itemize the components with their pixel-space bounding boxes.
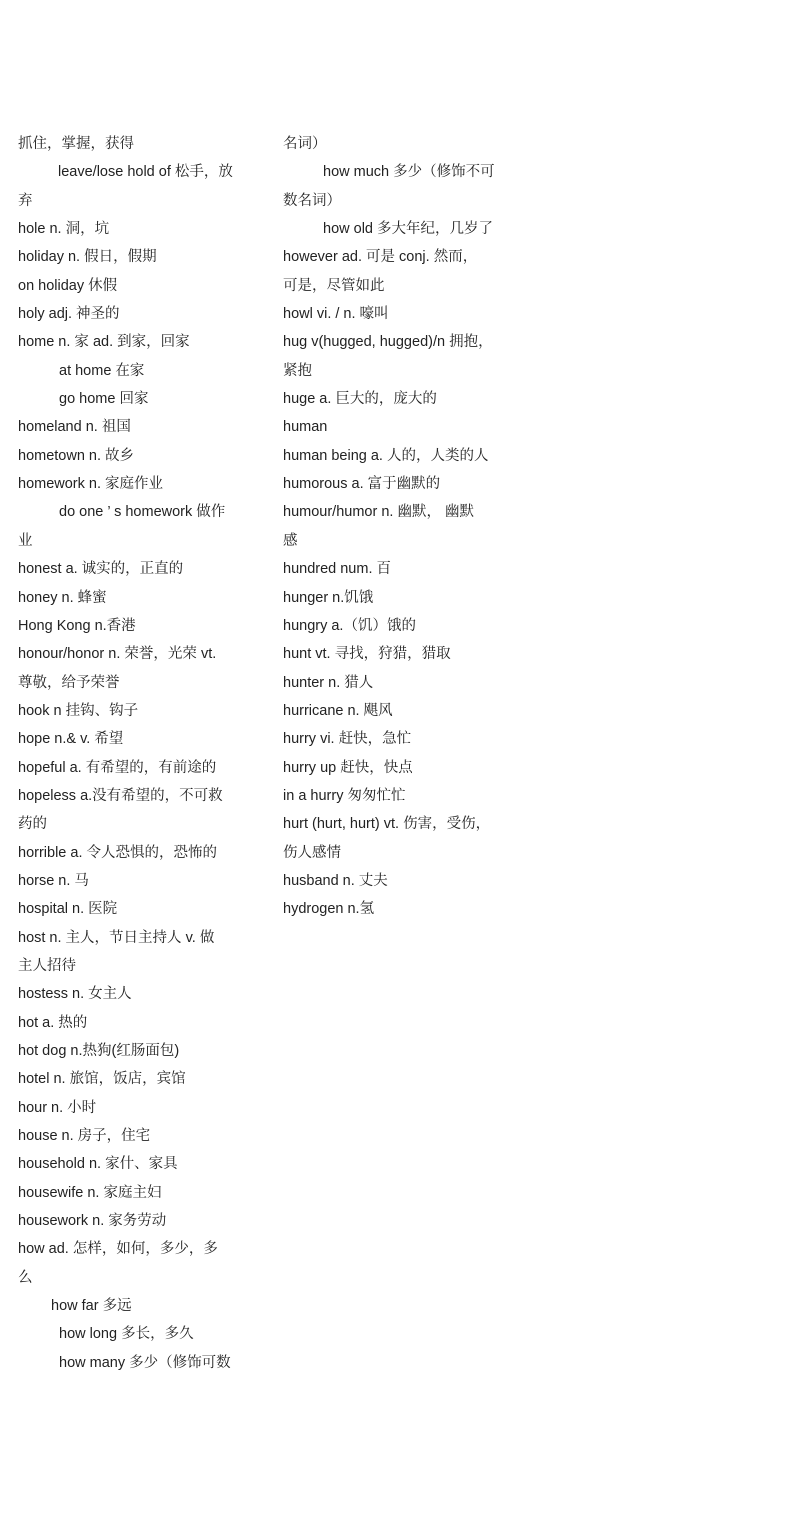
vocab-line: hundred num. 百 bbox=[283, 561, 392, 578]
vocab-line: humorous a. 富于幽默的 bbox=[283, 476, 441, 493]
vocab-line: how ad. 怎样，如何，多少，多 bbox=[18, 1241, 218, 1258]
vocab-line: hot a. 热的 bbox=[18, 1014, 88, 1031]
vocab-line: 可是，尽管如此 bbox=[283, 277, 385, 294]
vocab-line: hurricane n. 飓风 bbox=[283, 702, 393, 719]
vocab-line: how old 多大年纪，几岁了 bbox=[323, 221, 494, 238]
vocab-line: homeland n. 祖国 bbox=[18, 419, 131, 436]
vocab-line: 药的 bbox=[18, 816, 47, 833]
vocab-line: housewife n. 家庭主妇 bbox=[18, 1184, 162, 1201]
vocab-line: hurt (hurt, hurt) vt. 伤害，受伤， bbox=[283, 816, 491, 833]
vocab-line: 么 bbox=[18, 1269, 33, 1286]
vocab-line: hopeless a.没有希望的，不可救 bbox=[18, 787, 223, 804]
vocab-line: Hong Kong n.香港 bbox=[18, 617, 136, 634]
vocab-line: 紧抱 bbox=[283, 362, 312, 379]
vocab-line: 伤人感情 bbox=[283, 844, 341, 861]
vocab-line: howl vi. / n. 嚎叫 bbox=[283, 306, 389, 323]
vocab-line: 尊敬，给予荣誉 bbox=[18, 674, 120, 691]
vocab-line: hopeful a. 有希望的，有前途的 bbox=[18, 759, 217, 776]
vocab-line: honest a. 诚实的，正直的 bbox=[18, 561, 184, 578]
left-column bbox=[18, 130, 253, 1377]
vocab-line: how many 多少（修饰可数 bbox=[59, 1354, 231, 1371]
vocab-line: hook n 挂钩、钩子 bbox=[18, 702, 139, 719]
vocab-line: hope n.& v. 希望 bbox=[18, 731, 124, 748]
vocab-line: 数名词） bbox=[283, 192, 341, 209]
vocab-line: honey n. 蜂蜜 bbox=[18, 589, 107, 606]
vocab-line: hydrogen n.氢 bbox=[283, 901, 375, 918]
vocab-line: household n. 家什、家具 bbox=[18, 1156, 178, 1173]
vocab-line: 业 bbox=[18, 532, 33, 549]
vocab-line: hungry a.（饥）饿的 bbox=[283, 617, 416, 634]
vocab-line: hour n. 小时 bbox=[18, 1099, 97, 1116]
vocab-line: holiday n. 假日，假期 bbox=[18, 249, 157, 266]
vocab-line: husband n. 丈夫 bbox=[283, 872, 388, 889]
vocab-line: leave/lose hold of 松手，放 bbox=[58, 164, 233, 181]
vocab-line: how much 多少（修饰不可 bbox=[323, 164, 495, 181]
vocab-line: human being a. 人的，人类的人 bbox=[283, 447, 489, 464]
vocab-line: hotel n. 旅馆，饭店，宾馆 bbox=[18, 1071, 186, 1088]
vocab-line: hot dog n.热狗(红肠面包) bbox=[18, 1043, 180, 1059]
vocab-line: hunger n.饥饿 bbox=[283, 589, 374, 606]
vocab-line: host n. 主人，节日主持人 v. 做 bbox=[18, 929, 215, 946]
vocab-line: go home 回家 bbox=[59, 391, 149, 408]
vocab-line: 感 bbox=[283, 532, 298, 549]
vocab-line: hunt vt. 寻找，狩猎，猎取 bbox=[283, 646, 451, 663]
vocab-line: hole n. 洞，坑 bbox=[18, 221, 110, 238]
vocab-line: how long 多长，多久 bbox=[59, 1326, 194, 1343]
vocab-line: hunter n. 猎人 bbox=[283, 674, 374, 691]
vocab-line: hostess n. 女主人 bbox=[18, 986, 132, 1003]
right-column bbox=[283, 130, 518, 924]
vocab-line: however ad. 可是 conj. 然而， bbox=[283, 249, 478, 266]
vocab-line: house n. 房子，住宅 bbox=[18, 1128, 151, 1145]
vocab-line: how far 多远 bbox=[51, 1298, 132, 1315]
vocab-line: 抓住，掌握，获得 bbox=[18, 136, 134, 152]
vocab-line: in a hurry 匆匆忙忙 bbox=[283, 787, 406, 804]
vocab-line: humour/humor n. 幽默， 幽默 bbox=[283, 504, 474, 521]
vocab-line: home n. 家 ad. 到家，回家 bbox=[18, 334, 190, 351]
vocab-line: on holiday 休假 bbox=[18, 277, 118, 294]
vocab-line: honour/honor n. 荣誉，光荣 vt. bbox=[18, 646, 217, 663]
vocab-line: 名词） bbox=[283, 136, 327, 152]
vocab-line: hurry vi. 赶快，急忙 bbox=[283, 731, 412, 748]
vocab-line: hurry up 赶快，快点 bbox=[283, 759, 413, 776]
vocab-line: human bbox=[283, 419, 328, 436]
vocab-line: 弃 bbox=[18, 192, 33, 209]
vocab-line: horrible a. 令人恐惧的，恐怖的 bbox=[18, 844, 218, 861]
vocab-line: horse n. 马 bbox=[18, 872, 89, 889]
vocab-line: housework n. 家务劳动 bbox=[18, 1213, 167, 1230]
vocab-line: hometown n. 故乡 bbox=[18, 447, 135, 464]
vocab-line: at home 在家 bbox=[59, 362, 145, 379]
vocab-line: do one ’ s homework 做作 bbox=[59, 504, 226, 521]
vocab-line: holy adj. 神圣的 bbox=[18, 306, 120, 323]
vocab-line: homework n. 家庭作业 bbox=[18, 476, 164, 493]
vocab-line: huge a. 巨大的，庞大的 bbox=[283, 391, 437, 408]
vocab-line: 主人招待 bbox=[18, 957, 76, 974]
vocab-line: hug v(hugged, hugged)/n 拥抱， bbox=[283, 334, 493, 351]
vocab-line: hospital n. 医院 bbox=[18, 901, 118, 918]
